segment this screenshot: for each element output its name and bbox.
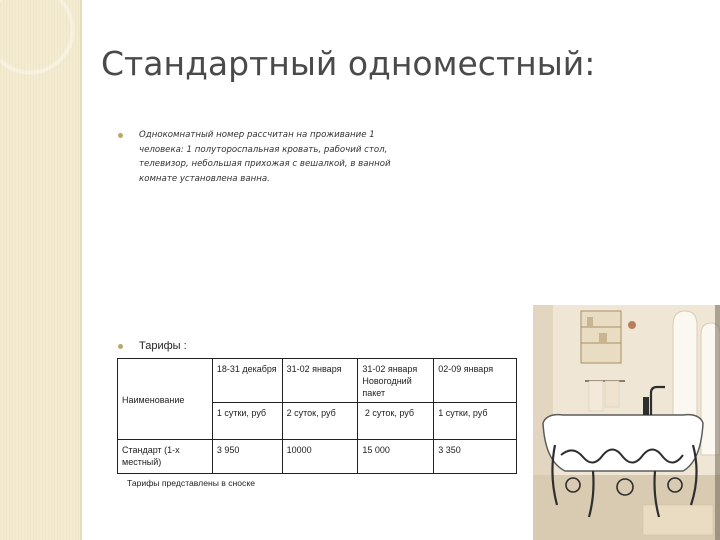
- period-header: 02-09 января: [434, 359, 517, 403]
- footnote: Тарифы представлены в сноске: [127, 478, 255, 488]
- room-name-cell: Стандарт (1-х местный): [118, 440, 213, 474]
- tariffs-label: Тарифы :: [139, 340, 187, 352]
- unit-header: 2 суток, руб: [358, 403, 434, 440]
- bullet-icon: [118, 133, 123, 138]
- price-cell: 3 350: [434, 440, 517, 474]
- unit-header: 2 суток, руб: [282, 403, 358, 440]
- unit-header: 1 сутки, руб: [212, 403, 282, 440]
- decorative-side-band: [0, 0, 80, 540]
- table-row: [118, 440, 517, 474]
- price-cell: 15 000: [358, 440, 434, 474]
- price-cell: 10000: [282, 440, 358, 474]
- price-cell: 3 950: [212, 440, 282, 474]
- room-description: Однокомнатный номер рассчитан на проживание 1 человека: 1 полутороспальная кровать, рабочий стол, телевизор, небольшая прихожая с вешалкой, в ванной комнате установлена ванна.: [139, 130, 391, 184]
- period-header: 18-31 декабря: [212, 359, 282, 403]
- slide-title: Стандартный одноместный:: [101, 44, 596, 83]
- name-column-header: Наименование: [118, 359, 213, 440]
- table-row: [118, 359, 517, 403]
- bullet-icon: [118, 344, 123, 349]
- unit-header: 1 сутки, руб: [434, 403, 517, 440]
- period-header: 31-02 января: [282, 359, 358, 403]
- side-band-edge: [80, 0, 82, 540]
- period-header: 31-02 января Новогодний пакет: [358, 359, 434, 403]
- rate-table: [117, 358, 517, 474]
- bathroom-photo: [533, 305, 720, 540]
